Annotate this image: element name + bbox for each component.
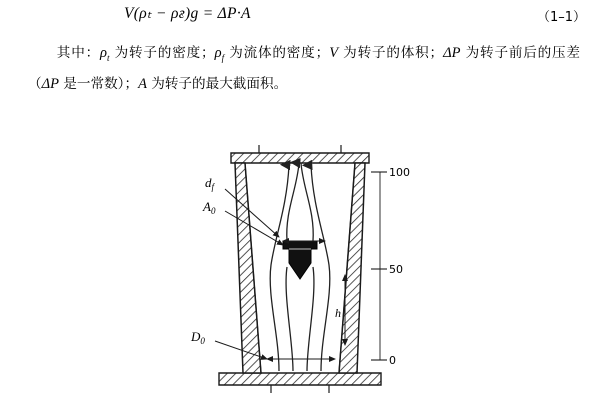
- para-seg-6: 为转子的体积；: [338, 45, 444, 61]
- float-rotor: [283, 241, 317, 279]
- tube-bottom-neck: [271, 385, 329, 393]
- leader-lines: [215, 189, 335, 359]
- label-d-0: $D_0$: [191, 329, 205, 346]
- label-h: h: [335, 306, 341, 320]
- para-seg-2: 为转子的密度；: [109, 45, 215, 61]
- para-sym-rho-f: $\rho_f$: [214, 45, 225, 63]
- para-sym-delta-p-1: ΔP: [443, 45, 461, 61]
- para-sym-v: V: [329, 45, 339, 61]
- para-seg-0: 其中：: [56, 45, 100, 61]
- equation-number: （1–1）: [536, 10, 586, 25]
- para-seg-10: 是一常数）；: [58, 75, 139, 92]
- para-seg-12: 为转子的最大截面积。: [146, 75, 288, 92]
- para-sym-a: A: [138, 75, 147, 92]
- body-paragraph: [28, 40, 580, 97]
- tube-top-flange: [231, 153, 369, 163]
- para-sym-delta-p-2: ΔP: [41, 75, 59, 92]
- scale-tick-100: 100: [389, 166, 410, 179]
- label-d-f: $d_f$: [205, 175, 215, 192]
- para-seg-4: 为流体的密度；: [224, 45, 330, 61]
- scale-tick-0: 0: [389, 354, 396, 367]
- equation-line: [0, 4, 600, 30]
- rotameter-figure: [175, 145, 425, 395]
- tube-top-neck: [259, 145, 341, 153]
- para-sym-rho-t: $\rho_t$: [100, 45, 110, 63]
- scale-axis: [371, 172, 387, 360]
- tube-bottom-flange: [219, 373, 381, 385]
- equation-formula: V(ρₜ − ρғ)g = ΔP·A: [124, 5, 251, 22]
- scale-tick-50: 50: [389, 263, 403, 276]
- para-seg-8: 为转子前后的压差（: [28, 45, 581, 92]
- label-a-0: $A_0$: [203, 199, 216, 216]
